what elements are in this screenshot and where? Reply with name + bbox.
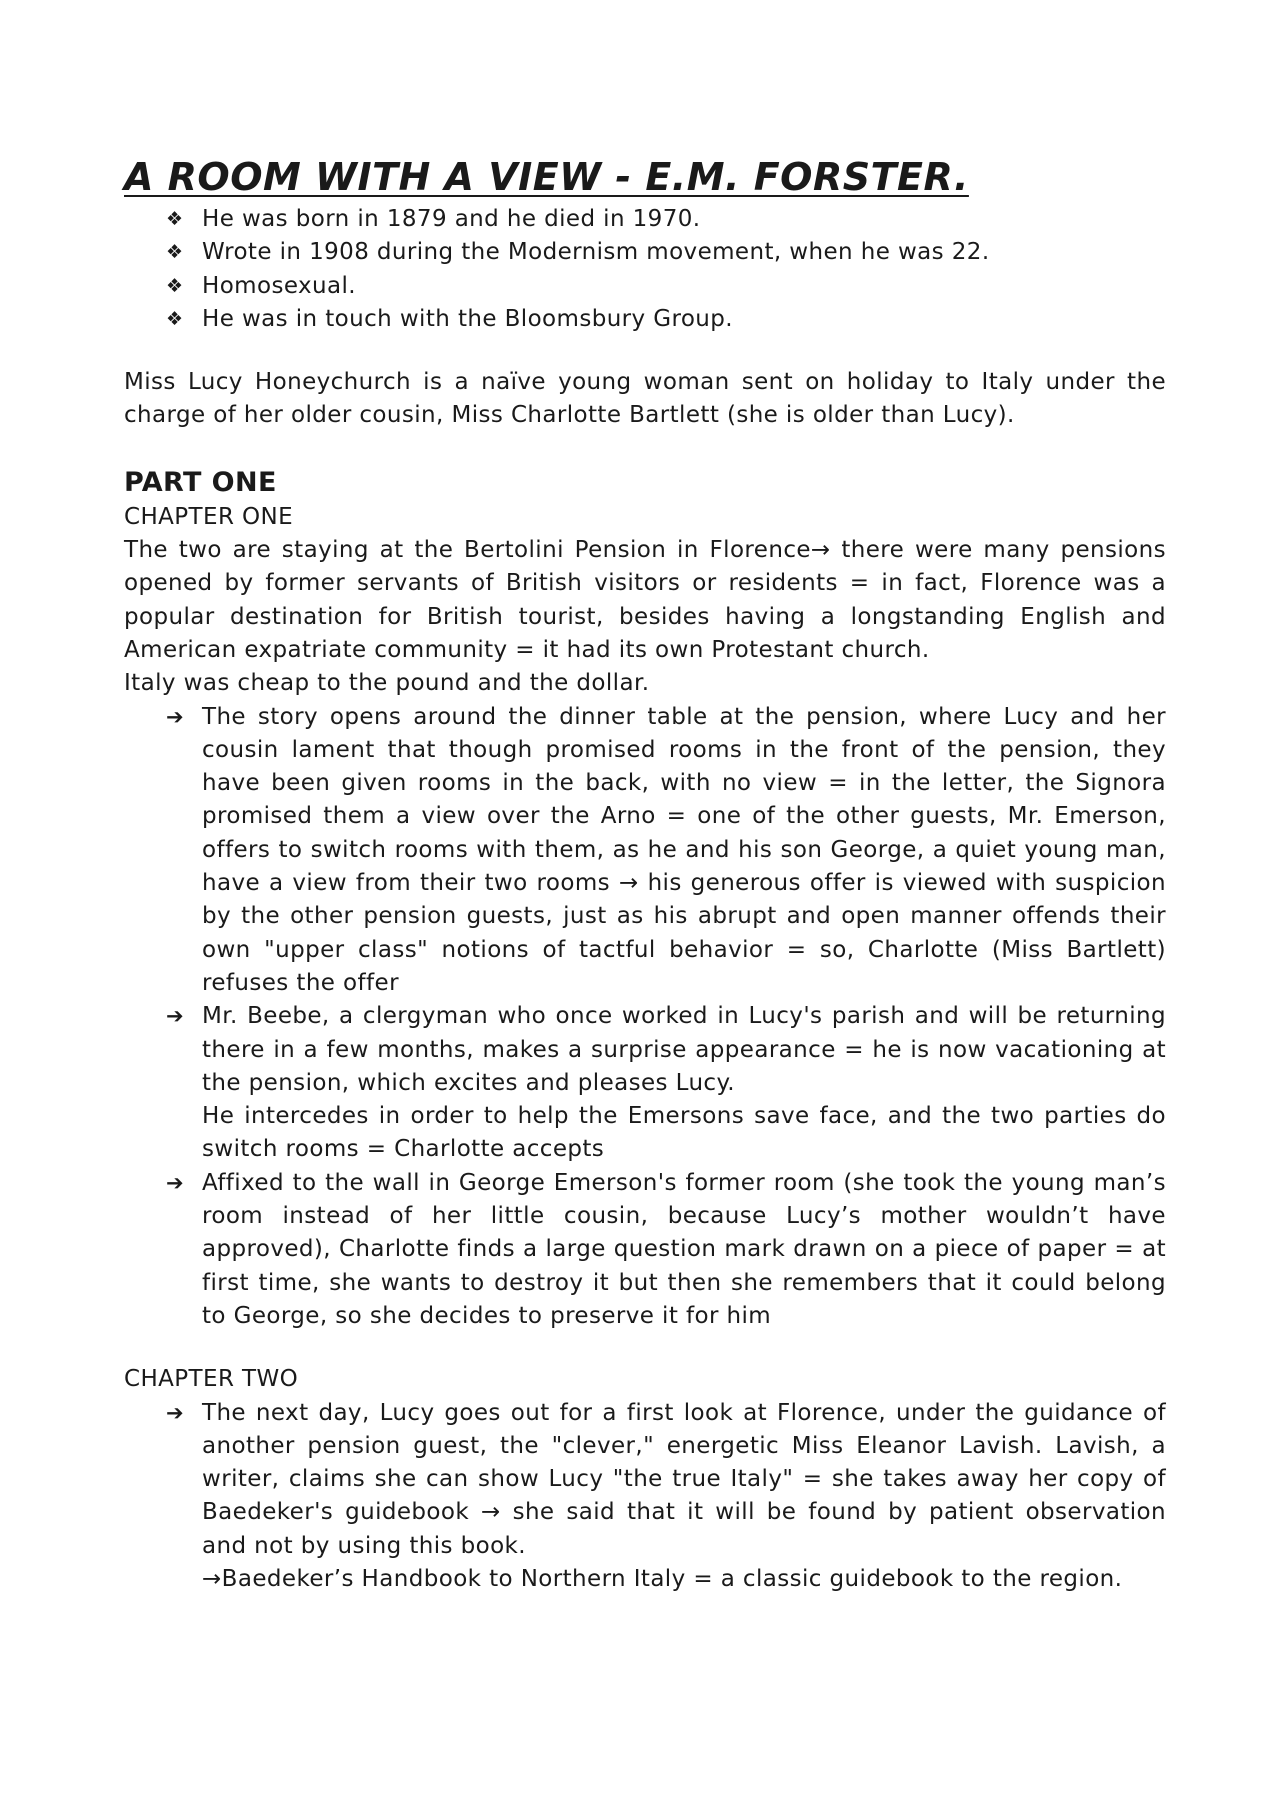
author-facts-list xyxy=(124,203,1166,336)
fact-item: ❖ He was in touch with the Bloomsbury Group. xyxy=(166,303,1166,336)
arrow-point xyxy=(166,1167,1166,1333)
point-continuation: →Baedeker’s Handbook to Northern Italy = a classic guidebook to the region. xyxy=(202,1565,1123,1592)
chapter-two-heading: CHAPTER TWO xyxy=(124,1366,299,1393)
fact-item: ❖ Wrote in 1908 during the Modernism movement, when he was 22. xyxy=(166,236,1166,269)
chapter-one-paragraph: The two are staying at the Bertolini Pension in Florence→ there were many pensions opened by former servants of British visitors or residents = in fact, Florence was a popular destination for British tourist, besides having a longstanding English and American expatriate community = it had its own Protestant church. xyxy=(124,537,1166,663)
part-one-heading: PART ONE xyxy=(124,466,277,498)
point-text: The next day, Lucy goes out for a first look at Florence, under the guidance of another pension guest, the "clever," energetic Miss Eleanor Lavish. Lavish, a writer, claims she can show Lucy "the true Italy" = she takes away her copy of Baedeker's guidebook → she said that it will be found by patient observation and not by using this book. xyxy=(202,1399,1166,1559)
arrow-point xyxy=(166,1000,1166,1166)
arrow-point xyxy=(166,1397,1166,1597)
point-text: Mr. Beebe, a clergyman who once worked in Lucy's parish and will be returning there in a few months, makes a surprise appearance = he is now vacationing at the pension, which excites and pleases Lucy. xyxy=(202,1003,1166,1096)
fact-item: ❖ He was born in 1879 and he died in 1970. xyxy=(166,203,1166,236)
document-page xyxy=(124,155,1166,1596)
point-text: Affixed to the wall in George Emerson's former room (she took the young man’s room instead of her little cousin, because Lucy’s mother wouldn’t have approved), Charlotte finds a large question mark drawn on a piece of paper = at first time, she wants to destroy it but then she remembers that it could belong to George, so she decides to preserve it for him xyxy=(202,1169,1166,1329)
point-text: The story opens around the dinner table at the pension, where Lucy and her cousin lament that though promised rooms in the front of the pension, they have been given rooms in the back, with no view = in the letter, the Signora promised them a view over the Arno = one of the other guests, Mr. Emerson, offers to switch rooms with them, as he and his son George, a quiet young man, have a view from their two rooms → his generous offer is viewed with suspicion by the other pension guests, just as his abrupt and open manner offends their own "upper class" notions of tactful behavior = so, Charlotte (Miss Bartlett) refuses the offer xyxy=(202,703,1166,996)
document-title: A ROOM WITH A VIEW - E.M. FORSTER. xyxy=(124,155,969,199)
fact-item: ❖ Homosexual. xyxy=(166,270,1166,303)
chapter-one-paragraph-2: Italy was cheap to the pound and the dollar. xyxy=(124,670,650,697)
point-continuation: He intercedes in order to help the Emersons save face, and the two parties do switch rooms = Charlotte accepts xyxy=(202,1103,1166,1163)
arrow-point xyxy=(166,701,1166,1001)
chapter-one-heading: CHAPTER ONE xyxy=(124,503,294,530)
intro-paragraph: Miss Lucy Honeychurch is a naïve young woman sent on holiday to Italy under the charge of her older cousin, Miss Charlotte Bartlett (she is older than Lucy). xyxy=(124,369,1166,429)
chapter-two-points xyxy=(124,1397,1166,1597)
chapter-one-points xyxy=(124,701,1166,1334)
